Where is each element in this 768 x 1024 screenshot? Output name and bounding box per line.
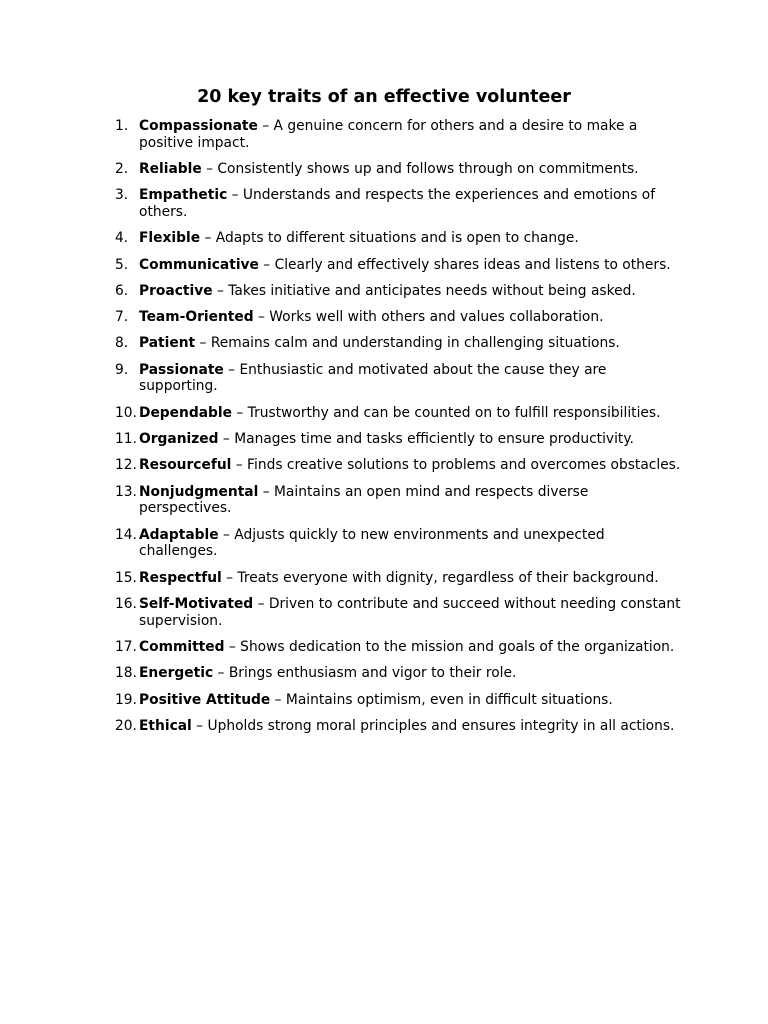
- page-title: 20 key traits of an effective volunteer: [197, 87, 571, 107]
- list-item: [115, 484, 685, 517]
- trait-name: Team-Oriented: [139, 309, 254, 326]
- item-number: 8.: [115, 335, 129, 352]
- trait-description: – Consistently shows up and follows through on commitments.: [201, 161, 639, 177]
- trait-name: Empathetic: [139, 187, 228, 204]
- item-number: 17.: [115, 638, 137, 655]
- item-number: 9.: [115, 361, 129, 378]
- trait-name: Patient: [139, 335, 196, 352]
- item-number: 11.: [115, 431, 137, 448]
- item-number: 19.: [115, 691, 137, 708]
- trait-description: – Brings enthusiasm and vigor to their role.: [213, 665, 517, 682]
- trait-description: – Finds creative solutions to problems and overcomes obstacles.: [231, 457, 681, 474]
- trait-name: Organized: [139, 431, 219, 448]
- trait-description: – Understands and respects the experiences and emotions of others.: [139, 187, 656, 220]
- list-item: [115, 570, 685, 587]
- trait-description: – Maintains optimism, even in difficult situations.: [270, 691, 613, 708]
- item-number: 12.: [115, 457, 137, 474]
- list-item: [115, 335, 685, 352]
- trait-name: Proactive: [139, 282, 213, 299]
- list-item: [115, 692, 685, 709]
- trait-name: Dependable: [139, 404, 233, 421]
- trait-name: Communicative: [139, 256, 259, 273]
- trait-description: – Upholds strong moral principles and ensures integrity in all actions.: [191, 717, 675, 734]
- trait-name: Respectful: [139, 569, 222, 586]
- trait-name: Reliable: [139, 161, 202, 177]
- trait-description: – Shows dedication to the mission and goals of the organization.: [224, 638, 675, 655]
- trait-description: – Driven to contribute and succeed without needing constant supervision.: [139, 595, 681, 629]
- trait-description: – A genuine concern for others and a desire to make a positive impact.: [139, 118, 638, 151]
- trait-description: – Adjusts quickly to new environments and unexpected challenges.: [139, 526, 605, 560]
- item-number: 1.: [115, 118, 129, 134]
- trait-name: Committed: [139, 638, 225, 655]
- trait-description: – Enthusiastic and motivated about the cause they are supporting.: [139, 361, 607, 395]
- item-number: 14.: [115, 526, 137, 543]
- trait-name: Flexible: [139, 230, 201, 247]
- list-item: [115, 161, 685, 178]
- list-item: [115, 362, 685, 395]
- trait-description: – Takes initiative and anticipates needs without being asked.: [212, 282, 636, 299]
- trait-description: – Adapts to different situations and is open to change.: [200, 230, 579, 247]
- item-number: 13.: [115, 483, 137, 500]
- item-number: 15.: [115, 569, 137, 586]
- item-number: 18.: [115, 665, 137, 682]
- trait-name: Energetic: [139, 665, 214, 682]
- item-number: 7.: [115, 309, 129, 326]
- list-item: [115, 527, 685, 560]
- trait-description: – Remains calm and understanding in challenging situations.: [195, 335, 620, 352]
- list-item: [115, 283, 685, 300]
- item-number: 10.: [115, 404, 137, 421]
- item-number: 16.: [115, 595, 137, 612]
- trait-description: – Works well with others and values collaboration.: [253, 309, 604, 326]
- trait-name: Passionate: [139, 361, 224, 378]
- trait-name: Ethical: [139, 717, 192, 734]
- item-number: 3.: [115, 187, 129, 204]
- trait-name: Resourceful: [139, 457, 232, 474]
- list-item: [115, 431, 685, 448]
- trait-description: – Trustworthy and can be counted on to fulfill responsibilities.: [232, 404, 661, 421]
- list-item: [115, 665, 685, 682]
- item-number: 4.: [115, 230, 129, 247]
- trait-name: Adaptable: [139, 526, 219, 543]
- trait-description: – Treats everyone with dignity, regardless of their background.: [221, 569, 659, 586]
- item-number: 5.: [115, 256, 129, 273]
- item-number: 2.: [115, 161, 129, 177]
- list-item: [115, 187, 685, 220]
- trait-description: – Maintains an open mind and respects diverse perspectives.: [139, 483, 589, 517]
- list-item: [115, 309, 685, 326]
- list-item: [115, 457, 685, 474]
- list-item: [115, 230, 685, 247]
- trait-name: Nonjudgmental: [139, 483, 259, 500]
- trait-list: [115, 118, 685, 744]
- item-number: 20.: [115, 717, 137, 734]
- trait-name: Self-Motivated: [139, 595, 254, 612]
- list-item: [115, 405, 685, 422]
- list-item: [115, 596, 685, 629]
- trait-description: – Clearly and effectively shares ideas and listens to others.: [258, 256, 671, 273]
- item-number: 6.: [115, 282, 129, 299]
- trait-description: – Manages time and tasks efficiently to ensure productivity.: [218, 431, 634, 448]
- list-item: [115, 118, 685, 151]
- list-item: [115, 639, 685, 656]
- trait-name: Positive Attitude: [139, 691, 271, 708]
- list-item: [115, 718, 685, 735]
- list-item: [115, 257, 685, 274]
- trait-name: Compassionate: [139, 118, 258, 134]
